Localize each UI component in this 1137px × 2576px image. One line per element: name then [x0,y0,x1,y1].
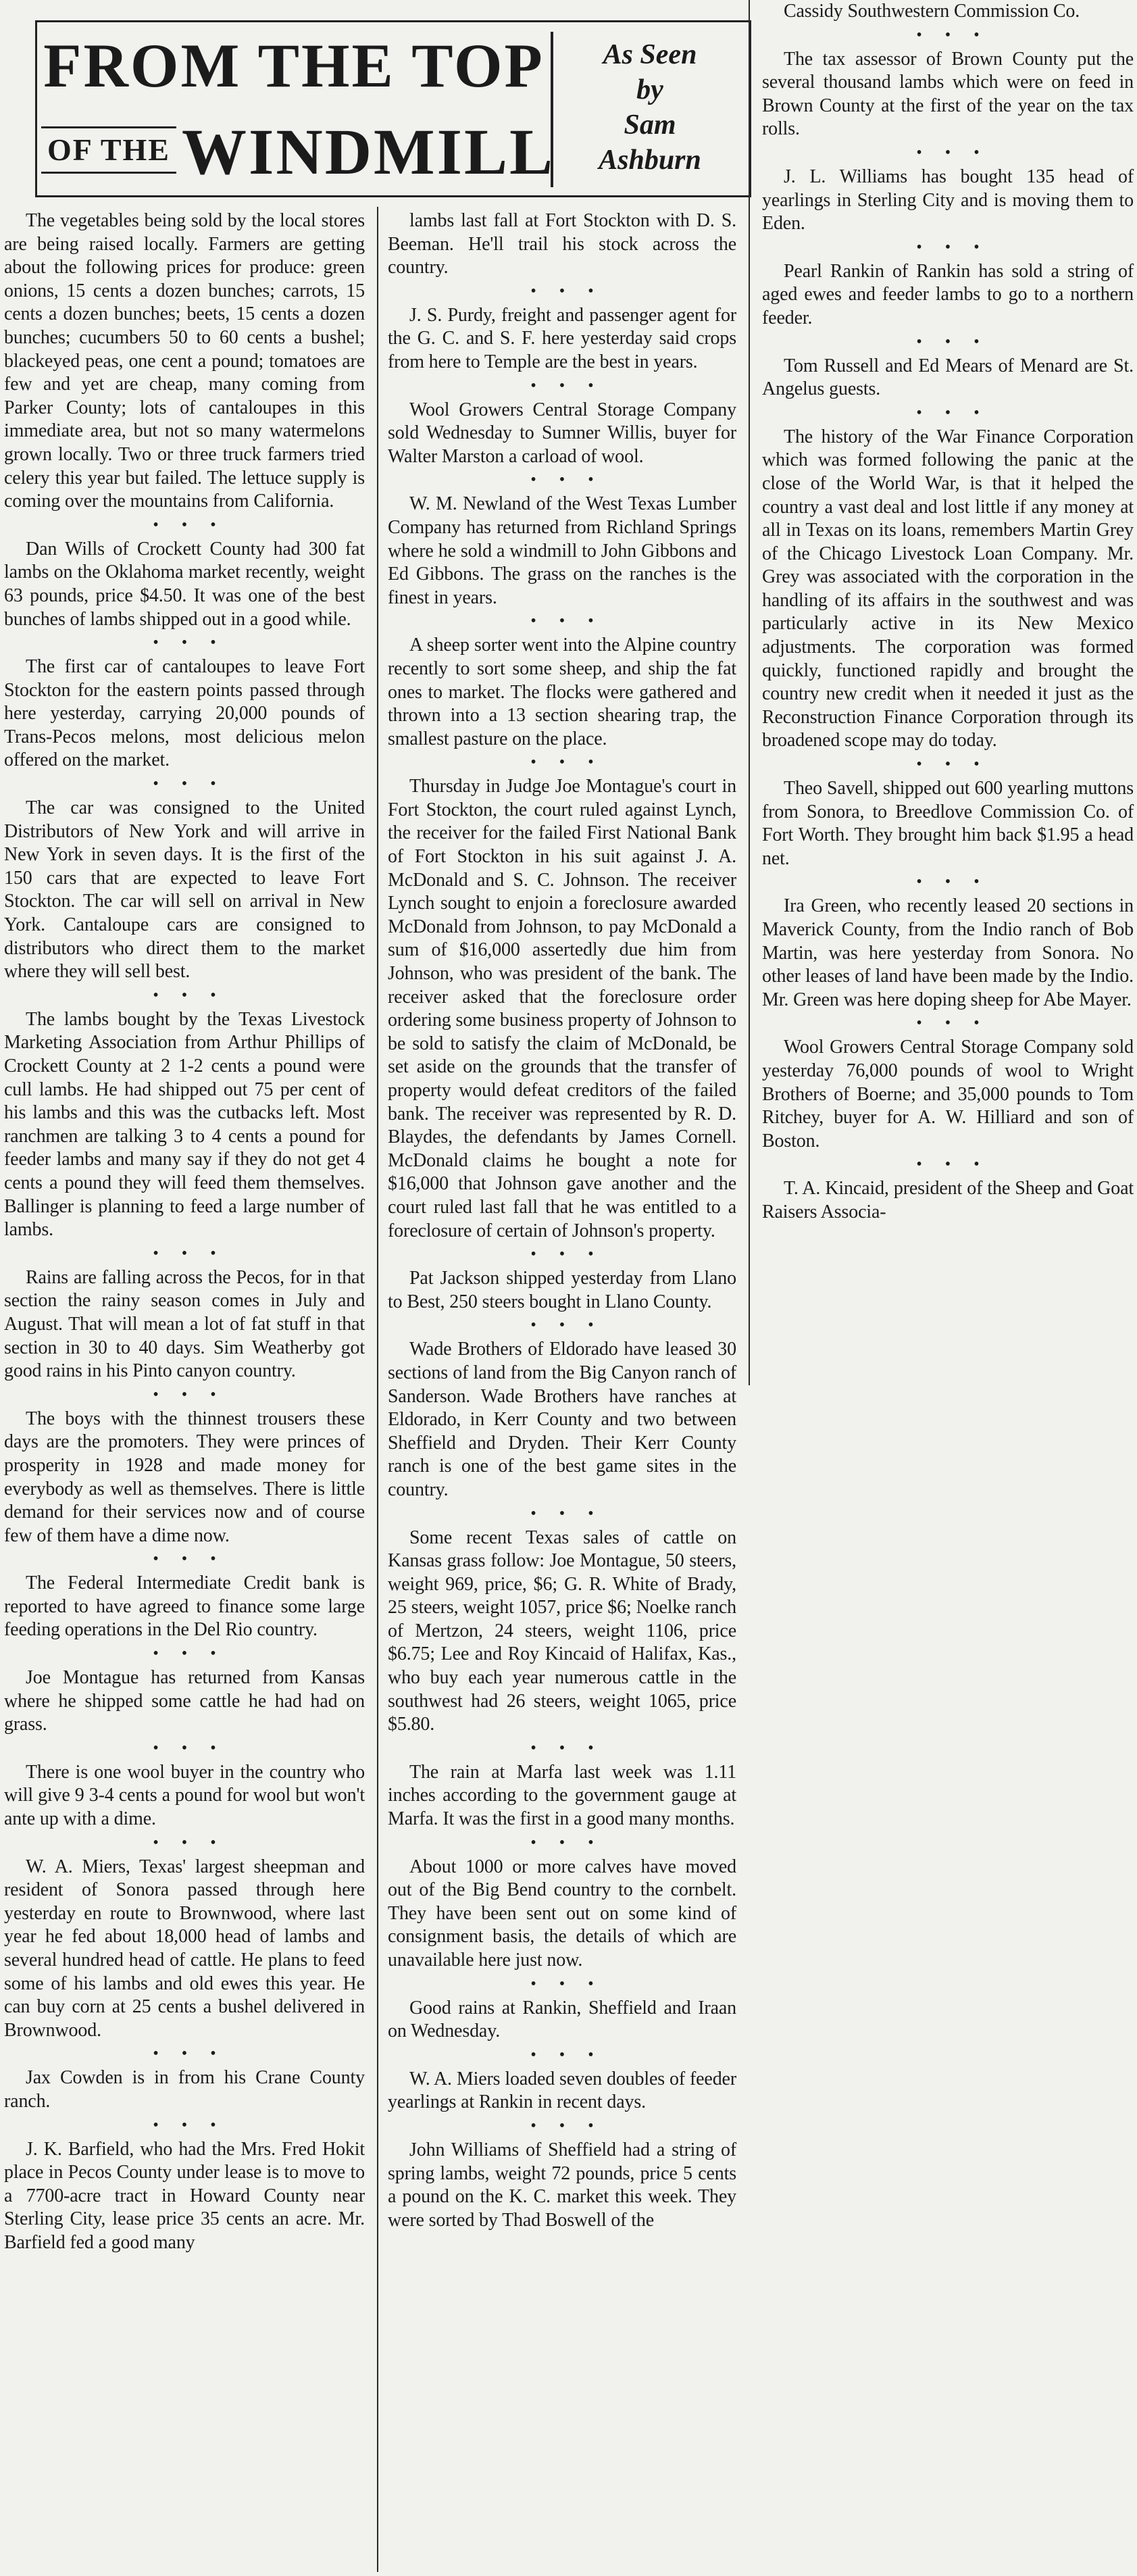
news-item: J. S. Purdy, freight and passenger agent for the G. C. and S. F. here yesterday said crops from here to Temple are the best in years. [388,304,736,372]
news-item: Good rains at Rankin, Sheffield and Iraan on Wednesday. [388,1997,736,2042]
news-item: Cassidy Southwestern Commission Co. [784,1,1080,22]
item-separator: • • • [153,1385,226,1404]
news-item: Some recent Texas sales of cattle on Kansas grass follow: Joe Montague, 50 steers, weight 969, price, $6; G. R. White of Brady, 25 steers, weight 1057, price $6; Noelke ranch of Mertzon, 24 steers, weight 1106, price $6.75; Lee and Roy Kincaid of Halifax, Kas., who buy each year numerous cattle in the southwest had 26 steers, weight 1065, price $5.80. [388,1527,736,1735]
item-separator: • • • [530,2046,603,2064]
news-item: Ira Green, who recently leased 20 sections in Maverick County, from the Indio ranch of Bob Martin, was here yesterday from Sonora. No other leases of land have been made by the Indio. Mr. Green was here doping sheep for Abe Mayer. [762,895,1134,1010]
item-separator: • • • [916,238,989,256]
news-item: lambs last fall at Fort Stockton with D. S. Beeman. He'll trail his stock across the country. [388,210,736,278]
item-separator: • • • [530,376,603,395]
masthead-byline [559,37,741,178]
news-item: Wool Growers Central Storage Company sold Wednesday to Sumner Willis, buyer for Walter Marston a carload of wool. [388,399,736,467]
news-item: Wool Growers Central Storage Company sold yesterday 76,000 pounds of wool to Wright Brothers of Boerne; and 35,000 pounds to Tom Ritchey, buyer for A. W. Hilliard and son of Boston. [762,1037,1134,1151]
item-separator: • • • [916,1014,989,1033]
news-item: The Federal Intermediate Credit bank is reported to have agreed to finance some large feeding operations in the Del Rio country. [4,1572,365,1641]
news-item: Tom Russell and Ed Mears of Menard are St. Angelus guests. [762,355,1134,400]
news-item: The boys with the thinnest trousers these days are the promoters. They were princes of prosperity in 1928 and made money for everybody as well as themselves. There is little demand for their services now and of course few of them have a dime now. [4,1408,365,1546]
item-separator: • • • [916,873,989,891]
news-item: About 1000 or more calves have moved out of the Big Bend country to the cornbelt. They have been sent out on some kind of consignment basis, the details of which are unavailable here just now. [388,1856,736,1971]
byline-line-3: Sam [624,109,676,141]
news-item: Rains are falling across the Pecos, for in that section the rainy season comes in July and August. That will mean a lot of fat stuff in that section in 30 to 40 days. Sim Weatherby got good rains in his Pinto canyon country. [4,1266,365,1382]
byline-line-2: by [636,74,663,105]
item-separator: • • • [153,2116,226,2134]
item-separator: • • • [153,986,226,1004]
news-item: W. A. Miers loaded seven doubles of feeder yearlings at Rankin in recent days. [388,2068,736,2113]
news-item: W. M. Newland of the West Texas Lumber Company has returned from Richland Springs where he sold a windmill to John Gibbons and Ed Gibbons. The grass on the ranches is the finest in years. [388,493,736,608]
news-item: Jax Cowden is in from his Crane County ranch. [4,2067,365,2112]
column-masthead [35,20,751,197]
item-separator: • • • [530,1833,603,1852]
item-separator: • • • [530,1316,603,1335]
news-item: John Williams of Sheffield had a string of spring lambs, weight 72 pounds, price 5 cents a pound on the K. C. market this week. They were sorted by Thad Boswell of the [388,2139,736,2231]
item-separator: • • • [530,471,603,489]
news-item: Wade Brothers of Eldorado have leased 30 sections of land from the Big Canyon ranch of Sanderson. Wade Brothers have ranches at Eldorado, in Kerr County and two between Sheffield and Dryden. Their Kerr County ranch is one of the best game sites in the country. [388,1339,736,1500]
item-separator: • • • [530,2116,603,2135]
news-item: W. A. Miers, Texas' largest sheepman and resident of Sonora passed through here yesterday en route to Brownwood, where last year he fed about 18,000 head of lambs and several hundred head of cattle. He plans to feed some of his lambs and old ewes this year. He can buy corn at 25 cents a bushel delivered in Brownwood. [4,1856,365,2041]
news-item: The lambs bought by the Texas Livestock Marketing Association from Arthur Phillips of Crockett County at 2 1-2 cents a pound were cull lambs. He had shipped out 75 per cent of his lambs and this was the cutbacks left. Most ranchmen are talking 3 to 4 cents a pound for feeder lambs and many say if they do not get 4 cents a pound they will feed them themselves. Ballinger is planning to feed a large number of lambs. [4,1008,365,1241]
item-separator: • • • [530,753,603,772]
masthead-title-line2-block [41,116,555,191]
news-item: The rain at Marfa last week was 1.11 inches according to the government gauge at Marfa. It was the first in a good many months. [388,1761,736,1830]
item-separator: • • • [153,1244,226,1262]
byline-line-4: Ashburn [599,145,701,176]
masthead-title-prefix: OF THE [41,126,176,174]
item-separator: • • • [916,1156,989,1174]
news-item: Pat Jackson shipped yesterday from Llano to Best, 250 steers bought in Llano County. [388,1268,736,1312]
item-separator: • • • [916,756,989,774]
item-separator: • • • [530,1504,603,1522]
article-column-3 [754,0,1134,1224]
item-separator: • • • [530,1739,603,1757]
item-separator: • • • [530,1245,603,1264]
masthead-title-line1: FROM THE TOP [43,31,545,100]
news-item: There is one wool buyer in the country who will give 9 3-4 cents a pound for wool but won't ante up with a dime. [4,1761,365,1830]
news-item: J. L. Williams has bought 135 head of yearlings in Sterling City and is moving them to Eden. [762,166,1134,234]
item-separator: • • • [153,1739,226,1757]
item-separator: • • • [153,634,226,652]
byline-line-1: As Seen [603,39,697,70]
news-item: The first car of cantaloupes to leave Fort Stockton for the eastern points passed through here yesterday, carrying 20,000 pounds of Trans-Pecos melons, most delicious melon offered on the market. [4,656,365,771]
item-separator: • • • [153,516,226,534]
column-rule-2 [749,0,750,1385]
item-separator: • • • [153,1550,226,1568]
news-item: Thursday in Judge Joe Montague's court in Fort Stockton, the court ruled against Lynch, the receiver for the failed First National Bank of Fort Stockton in his suit against J. A. McDonald and S. C. Johnson. The receiver Lynch sought to enjoin a foreclosure awarded McDonald from Johnson, to pay McDonald a sum of $16,000 assertedly due him from Johnson, who was president of the bank. The receiver asked that the foreclosure order ordering some business property of Johnson to be sold to satisfy the claim of McDonald, be set aside on the grounds that the transfer of property would defeat creditors of the failed bank. The receiver was represented by R. D. Blaydes, the defendants by James Cornell. McDonald claims he bought a note for $16,000 that Johnson gave another and the court ruled last fall that he was entitled to a foreclosure of certain of Johnson's property. [388,776,736,1241]
news-item: T. A. Kincaid, president of the Sheep and Goat Raisers Associa- [762,1178,1134,1222]
column-rule-1 [377,207,378,2572]
item-separator: • • • [916,332,989,351]
masthead-title-line2: WINDMILL [182,116,555,188]
item-separator: • • • [530,612,603,630]
news-item: The car was consigned to the United Distributors of New York and will arrive in New York in seven days. It is the first of the 150 cars that are expected to leave Fort Stockton. The car will sell on arrival in New York. Cantaloupe cars are consigned to distributors who direct them to the market where they will sell best. [4,797,365,983]
item-separator: • • • [153,1645,226,1663]
news-item: Pearl Rankin of Rankin has sold a string of aged ewes and feeder lambs to go to a northern feeder. [762,260,1134,328]
news-item: The tax assessor of Brown County put the several thousand lambs which were on feed in Brown County at the first of the year on the tax rolls. [762,48,1134,140]
item-separator: • • • [916,403,989,422]
item-separator: • • • [153,2045,226,2063]
news-item: Theo Savell, shipped out 600 yearling muttons from Sonora, to Breedlove Commission Co. of Fort Worth. They brought him back $1.95 a head net. [762,778,1134,869]
article-column-1 [4,209,370,2255]
news-item: Joe Montague has returned from Kansas where he shipped some cattle he had had on grass. [4,1667,365,1735]
item-separator: • • • [530,1975,603,1993]
article-column-2 [382,209,742,2232]
item-separator: • • • [916,26,989,44]
item-separator: • • • [153,775,226,793]
masthead-title-block [37,22,555,195]
news-item: Dan Wills of Crockett County had 300 fat lambs on the Oklahoma market recently, weight 63 pounds, price $4.50. It was one of the best bunches of lambs shipped out in a good while. [4,538,365,630]
masthead-divider [551,32,553,187]
news-item: J. K. Barfield, who had the Mrs. Fred Hokit place in Pecos County under lease is to move to a 7700-acre tract in Howard County near Sterling City, lease price 35 cents an acre. Mr. Barfield fed a good many [4,2138,365,2253]
item-separator: • • • [153,1833,226,1852]
item-separator: • • • [530,282,603,300]
item-separator: • • • [916,143,989,162]
news-item: The history of the War Finance Corporation which was formed following the panic at the close of the World War, is that it helped the country a vast deal and lost little if any money at all in Texas on its loans, remembers Martin Grey of the Chicago Livestock Loan Company. Mr. Grey was associated with the corporation in the handling of its affairs in the southwest and was particularly active in its New Mexico adjustments. The corporation was formed quickly, functioned rapidly and brought the country new credit when it needed it just as the Reconstruction Finance Corporation through its broadened scope may do today. [762,426,1134,751]
news-item: The vegetables being sold by the local stores are being raised locally. Farmers are getting about the following prices for produce: green onions, 15 cents a dozen bunches; carrots, 15 cents a dozen bunches; beets, 15 cents a dozen bunches; cucumbers 50 to 60 cents a bushel; blackeyed peas, one cent a pound; tomatoes are few and yet are cheap, many coming from Parker County; lots of cantaloupes in this immediate area, but not so many watermelons grown locally. Two or three truck farmers tried celery this year but failed. The lettuce supply is coming over the mountains from California. [4,210,365,512]
news-item: A sheep sorter went into the Alpine country recently to sort some sheep, and ship the fat ones to market. The flocks were gathered and thrown into a 13 section shearing trap, the smallest pasture on the place. [388,635,736,749]
